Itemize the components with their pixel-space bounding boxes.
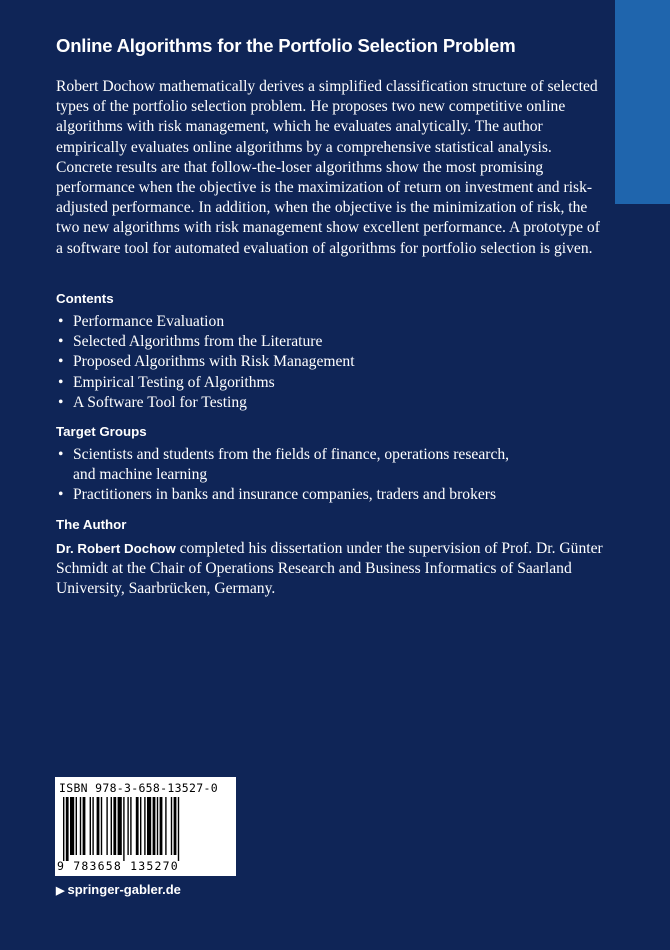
author-heading: The Author: [56, 517, 127, 532]
list-item: [56, 373, 536, 393]
list-item-text: A Software Tool for Testing: [73, 393, 247, 411]
list-item-text: Empirical Testing of Algorithms: [73, 373, 275, 391]
bullet-icon: •: [58, 393, 64, 411]
isbn-barcode: [55, 777, 236, 876]
barcode-icon: [63, 797, 229, 861]
list-item-text: Performance Evaluation: [73, 313, 225, 330]
author-bio: [56, 539, 604, 600]
list-item-text: Scientists and students from the fields of finance, operations research, and machine learning: [73, 446, 510, 484]
bullet-icon: •: [58, 373, 64, 391]
bullet-icon: •: [58, 313, 64, 330]
list-item-text: Proposed Algorithms with Risk Management: [73, 353, 355, 371]
contents-heading: Contents: [56, 291, 114, 306]
isbn-label: ISBN 978-3-658-13527-0: [59, 781, 218, 795]
list-item: [56, 352, 536, 372]
book-title: Online Algorithms for the Portfolio Selection Problem: [56, 35, 516, 56]
author-bio-text: completed his dissertation under the supervision of Prof. Dr. Günter Schmidt at the Chair of Operations Research and Business Informatics of Saarland University, Saarbrücken, Germany.: [56, 540, 603, 598]
author-name: Dr. Robert Dochow: [56, 541, 176, 556]
target-groups-list: [56, 445, 526, 506]
bullet-icon: •: [58, 446, 64, 463]
description-text: Robert Dochow mathematically derives a simplified classification structure of selected types of the portfolio selection problem. He proposes two new competitive online algorithms with risk management, which he evaluates analytically. The author empirically evaluates online algorithms by a comprehensive statistical analysis. Concrete results are that follow-the-loser algorithms show the most promising performance when the objective is the maximization of return on investment and risk-adjusted performance. In addition, when the objective is the minimization of risk, the two new algorithms with risk management show excellent performance. A prototype of a software tool for automated evaluation of algorithms for portfolio selection is given.: [56, 78, 600, 257]
side-color-tab: [615, 0, 670, 204]
list-item: [56, 332, 536, 352]
list-item-text: Practitioners in banks and insurance companies, traders and brokers: [73, 486, 497, 504]
barcode-digits: 9 783658 135270: [57, 859, 179, 873]
arrow-right-icon: ▶: [56, 885, 65, 897]
contents-list: [56, 312, 536, 413]
book-description: [56, 77, 604, 259]
bullet-icon: •: [58, 353, 64, 371]
list-item: [56, 312, 536, 332]
publisher-link[interactable]: [56, 882, 181, 897]
list-item-text: Selected Algorithms from the Literature: [73, 333, 323, 351]
publisher-url: springer-gabler.de: [67, 882, 181, 897]
list-item: [56, 445, 526, 485]
bullet-icon: •: [58, 333, 64, 351]
bullet-icon: •: [58, 486, 64, 504]
list-item: [56, 393, 536, 413]
list-item: [56, 485, 526, 505]
target-groups-heading: Target Groups: [56, 424, 147, 439]
